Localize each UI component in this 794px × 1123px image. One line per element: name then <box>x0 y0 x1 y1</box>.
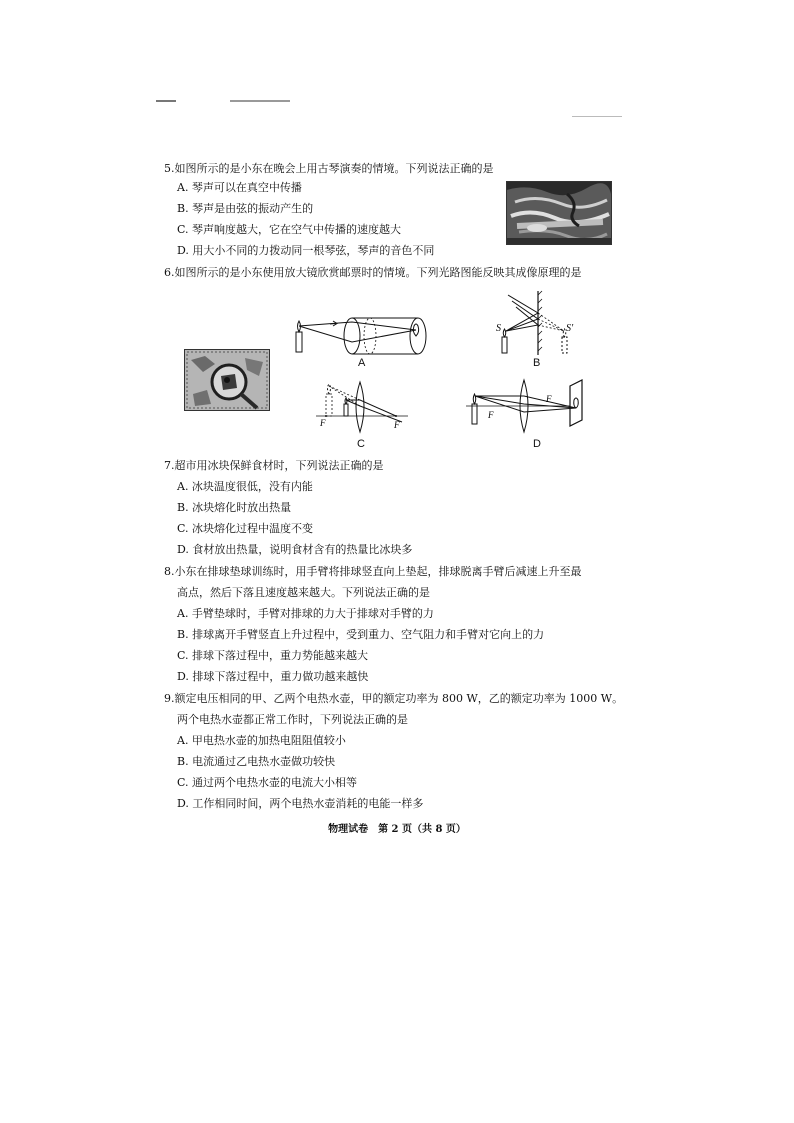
diagram-d-label: D <box>533 438 541 450</box>
diagram-a-label: A <box>358 357 366 369</box>
diagram-c <box>316 376 412 436</box>
question-7-option-d: D. 食材放出热量，说明食材含有的热量比冰块多 <box>177 543 413 556</box>
page-footer: 物理试卷 第 2 页（共 8 页） <box>328 824 466 835</box>
diagram-b-s-prime-label: S′ <box>566 323 574 334</box>
diagram-b-s-label: S <box>496 323 501 334</box>
question-8-option-b: B. 排球离开手臂竖直上升过程中，受到重力、空气阻力和手臂对它向上的力 <box>177 628 545 641</box>
question-8-option-c: C. 排球下落过程中，重力势能越来越大 <box>177 649 369 662</box>
diagram-c-f-right-label: F <box>394 420 400 430</box>
question-7-option-a: A. 冰块温度很低，没有内能 <box>177 480 313 493</box>
question-8-stem-line2: 高点，然后下落且速度越来越大。下列说法正确的是 <box>177 586 430 599</box>
question-9-stem-line1: 9.额定电压相同的甲、乙两个电热水壶，甲的额定功率为 800 W，乙的额定功率为 1000 W。 <box>164 692 624 705</box>
question-5-option-b: B. 琴声是由弦的振动产生的 <box>177 202 314 215</box>
question-5-option-d: D. 用大小不同的力拨动同一根琴弦，琴声的音色不同 <box>177 244 435 257</box>
diagram-b <box>494 287 584 359</box>
diagram-d <box>466 378 596 434</box>
question-8-stem-line1: 8.小东在排球垫球训练时，用手臂将排球竖直向上垫起，排球脱离手臂后减速上升至最 <box>164 565 582 578</box>
question-9-option-b: B. 电流通过乙电热水壶做功较快 <box>177 755 336 768</box>
question-5-option-a: A. 琴声可以在真空中传播 <box>177 181 302 194</box>
question-9-stem-line2: 两个电热水壶都正常工作时，下列说法正确的是 <box>177 713 408 726</box>
diagram-c-label: C <box>357 438 365 450</box>
scan-mark-middle <box>230 100 290 102</box>
question-5-option-c: C. 琴声响度越大，它在空气中传播的速度越大 <box>177 223 402 236</box>
diagram-d-f-right-label: F <box>546 394 552 404</box>
question-7-option-b: B. 冰块熔化时放出热量 <box>177 501 292 514</box>
question-9-option-c: C. 通过两个电热水壶的电流大小相等 <box>177 776 358 789</box>
question-8-option-a: A. 手臂垫球时，手臂对排球的力大于排球对手臂的力 <box>177 607 434 620</box>
question-9-option-d: D. 工作相同时间，两个电热水壶消耗的电能一样多 <box>177 797 424 810</box>
diagram-b-label: B <box>533 357 541 369</box>
diagram-c-f-left-label: F <box>320 418 326 428</box>
question-6-stem: 6.如图所示的是小东使用放大镜欣赏邮票时的情境。下列光路图能反映其成像原理的是 <box>164 266 582 279</box>
diagram-a <box>290 308 440 363</box>
magnifier-stamp-photo <box>184 349 270 411</box>
question-7-stem: 7.超市用冰块保鲜食材时，下列说法正确的是 <box>164 459 384 472</box>
question-7-option-c: C. 冰块熔化过程中温度不变 <box>177 522 314 535</box>
question-5-stem: 5.如图所示的是小东在晚会上用古琴演奏的情境。下列说法正确的是 <box>164 162 494 175</box>
guqin-photo <box>506 181 612 245</box>
question-9-option-a: A. 甲电热水壶的加热电阻阻值较小 <box>177 734 346 747</box>
scan-mark-left <box>156 100 176 102</box>
scan-mark-right <box>572 116 622 117</box>
question-8-option-d: D. 排球下落过程中，重力做功越来越快 <box>177 670 369 683</box>
diagram-d-f-left-label: F <box>488 410 494 420</box>
